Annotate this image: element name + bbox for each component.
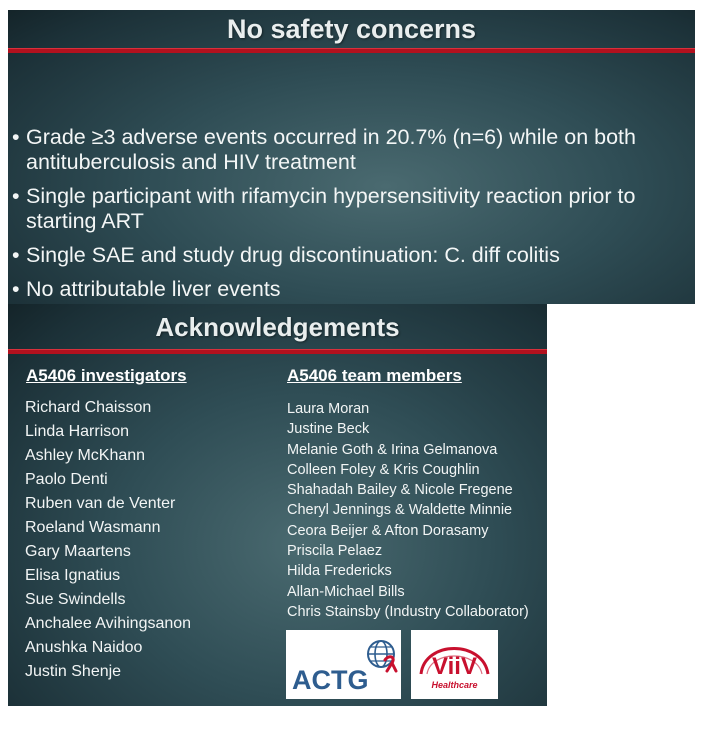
team-member-name: Colleen Foley & Kris Coughlin — [287, 461, 480, 478]
acknowledgements-slide — [8, 304, 547, 706]
investigator-name: Linda Harrison — [25, 423, 130, 440]
slide-title: No safety concerns — [226, 14, 477, 44]
investigator-name: Sue Swindells — [25, 591, 126, 608]
team-member-name: Shahadah Bailey & Nicole Fregene — [287, 482, 513, 499]
viiv-logo — [411, 630, 498, 699]
globe-icon — [368, 641, 394, 667]
title-divider — [8, 349, 547, 354]
viiv-logo-text: ViiV — [432, 653, 477, 680]
team-member-name: Priscila Pelaez — [287, 543, 383, 560]
investigator-name: Roeland Wasmann — [25, 519, 161, 536]
team-member-name: Laura Moran — [287, 401, 370, 417]
bullet-item: • Single SAE and study drug discontinuation: C. diff colitis — [12, 243, 690, 268]
investigator-name: Gary Maartens — [25, 543, 131, 560]
investigator-name: Justin Shenje — [25, 663, 122, 680]
team-heading: A5406 team members — [287, 366, 462, 385]
team-member-name: Melanie Goth & Irina Gelmanova — [287, 441, 498, 458]
title-divider — [8, 48, 695, 53]
investigator-name: Anchalee Avihingsanon — [25, 615, 192, 632]
safety-slide — [8, 10, 695, 304]
bullet-item: • Grade ≥3 adverse events occurred in 20.7% (n=6) while on both antituberculosis and HIV treatment — [12, 125, 690, 175]
team-member-name: Hilda Fredericks — [287, 563, 392, 580]
investigator-name: Ashley McKhann — [25, 447, 146, 464]
viiv-logo-subtext: Healthcare — [431, 680, 478, 690]
investigator-name: Ruben van de Venter — [25, 495, 176, 512]
investigator-name: Richard Chaisson — [25, 399, 152, 416]
slide-title: Acknowledgements — [155, 312, 400, 342]
bullet-item: • No attributable liver events — [12, 277, 690, 302]
viiv-logo-graphic — [411, 630, 498, 699]
investigators-list — [25, 398, 191, 686]
investigator-name: Paolo Denti — [25, 471, 108, 488]
bullet-list — [12, 125, 690, 304]
investigator-name: Anushka Naidoo — [25, 639, 143, 656]
investigator-name: Elisa Ignatius — [25, 567, 121, 584]
ribbon-icon — [385, 657, 396, 671]
team-member-name: Allan-Michael Bills — [287, 583, 405, 600]
actg-logo-text: ACTG — [292, 665, 369, 695]
actg-logo — [286, 630, 401, 699]
team-member-name: Justine Beck — [287, 421, 370, 438]
team-members-list — [287, 400, 529, 623]
bullet-item: • Single participant with rifamycin hypersensitivity reaction prior to starting ART — [12, 184, 690, 234]
actg-logo-graphic — [286, 630, 401, 699]
team-member-name: Chris Stainsby (Industry Collaborator) — [287, 603, 529, 620]
investigators-heading: A5406 investigators — [26, 366, 187, 385]
team-member-name: Cheryl Jennings & Waldette Minnie — [287, 502, 513, 519]
team-member-name: Ceora Beijer & Afton Dorasamy — [287, 522, 489, 539]
